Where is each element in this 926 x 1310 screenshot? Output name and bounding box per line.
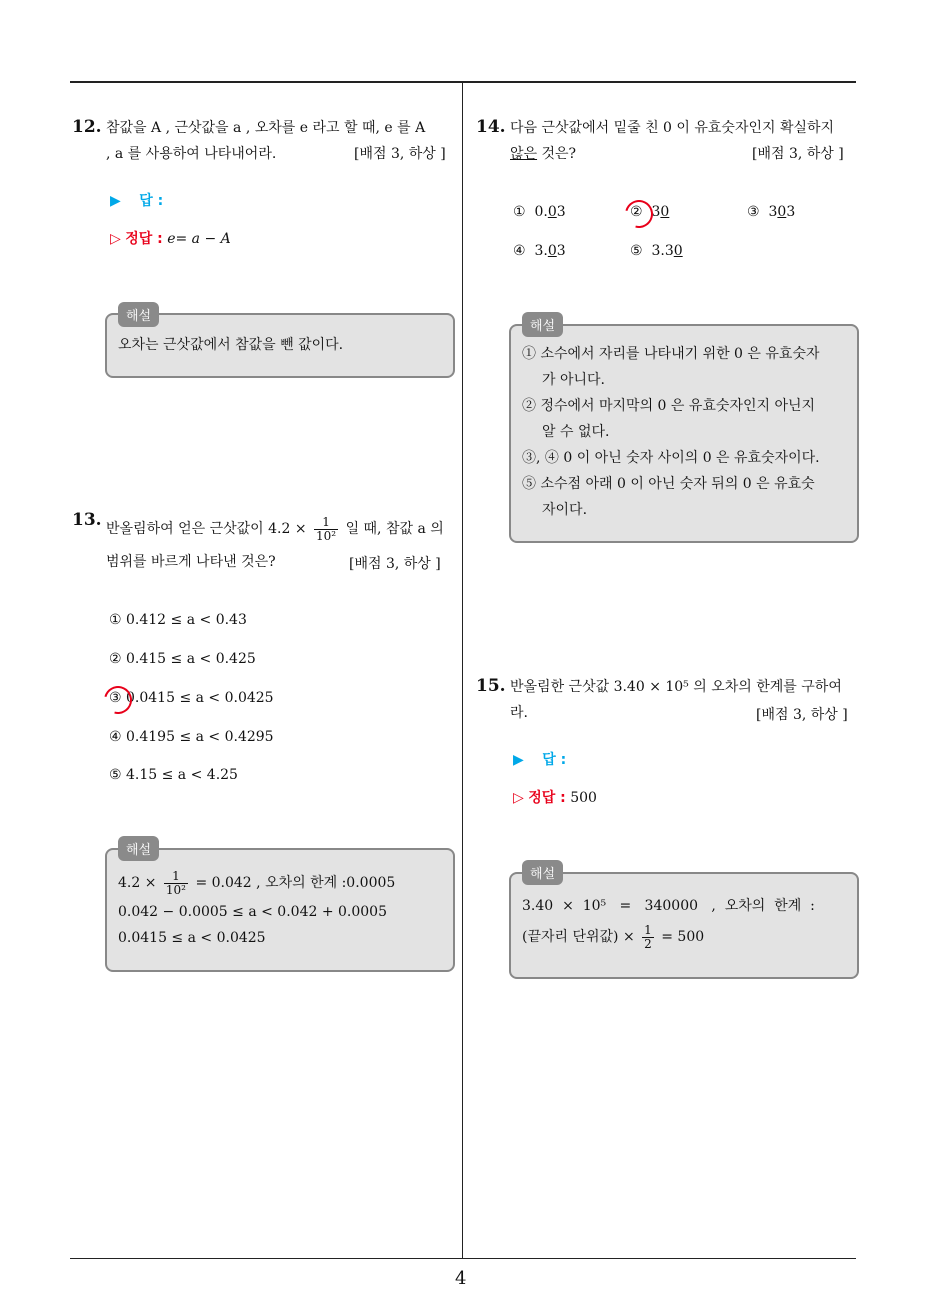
q14-exp-line-5: ③, ④ 0 이 아닌 숫자 사이의 0 은 유효숫자이다. <box>522 450 820 466</box>
q14-choice-5-pre: 3.3 <box>651 243 674 259</box>
q13-exp-line2: 0.042 − 0.0005 ≤ a < 0.042 + 0.0005 <box>118 904 388 920</box>
q13-fraction <box>314 516 338 543</box>
q14-exp-line-6: ⑤ 소수점 아래 0 이 아닌 숫자 뒤의 0 은 유효숫 <box>522 476 815 492</box>
q13-frac-num: 1 <box>314 516 338 530</box>
q13-explanation-tag: 해설 <box>118 836 159 861</box>
q13-line1 <box>106 512 444 546</box>
q14-selected-circle-icon <box>620 195 661 233</box>
q14-choice-4-post: 3 <box>556 243 566 259</box>
q13-exp-line1 <box>118 866 395 900</box>
q14-choice-1-u: 0 <box>547 204 557 220</box>
q13-choice-5[interactable]: ⑤ 4.15 ≤ a < 4.25 <box>109 767 238 783</box>
q14-choice-1-post: 3 <box>556 204 566 220</box>
q15-exp-frac-den: 2 <box>644 936 652 951</box>
q14-choice-1[interactable] <box>513 204 566 220</box>
q14-exp-line-3: ② 정수에서 마지막의 0 은 유효숫자인지 아닌지 <box>522 398 816 414</box>
q13-line1-pre: 반올림하여 얻은 근삿값이 4.2 × <box>106 521 307 537</box>
q14-explanation-tag: 해설 <box>522 312 563 337</box>
q14-choice-3-pre: 3 <box>768 204 778 220</box>
q14-exp-line-2: 가 아니다. <box>542 372 605 388</box>
answer-label: 답 : <box>542 752 567 768</box>
q15-exp-line1: 3.40 × 10⁵ = 340000 , 오차의 한계 : <box>522 898 815 914</box>
correct-label: 정답 : <box>528 790 566 806</box>
q14-choice-4-u: 0 <box>547 243 557 259</box>
q13-line1-post: 일 때, 참값 a 의 <box>345 521 444 537</box>
q12-correct-answer: e= a − A <box>167 231 231 247</box>
q14-line2-rest: 것은? <box>537 146 577 162</box>
q15-answer-row <box>513 749 566 769</box>
q13-exp-frac-den: 10² <box>165 882 186 897</box>
q15-line2: 라. <box>510 705 528 721</box>
q13-number: 13. <box>72 510 102 530</box>
correct-label: 정답 : <box>125 231 163 247</box>
q13-score: [배점 3, 하상 ] <box>349 556 441 572</box>
q12-score: [배점 3, 하상 ] <box>354 146 446 162</box>
q14-explanation-text <box>522 341 848 523</box>
q14-exp-line-7: 자이다. <box>542 502 588 518</box>
q15-exp-line2 <box>522 920 704 954</box>
q15-score: [배점 3, 하상 ] <box>756 707 848 723</box>
q14-line1: 다음 근삿값에서 밑줄 친 0 이 유효숫자인지 확실하지 <box>510 120 835 136</box>
q14-exp-line-1: ① 소수에서 자리를 나타내기 위한 0 은 유효숫자 <box>522 346 820 362</box>
q13-exp-fraction <box>164 870 188 897</box>
q14-exp-line-4: 알 수 없다. <box>542 424 610 440</box>
q13-exp-line3: 0.0415 ≤ a < 0.0425 <box>118 930 266 946</box>
q14-choice-2-mark: ② <box>630 204 643 220</box>
q14-score: [배점 3, 하상 ] <box>752 146 844 162</box>
q13-choice-2[interactable]: ② 0.415 ≤ a < 0.425 <box>109 651 256 667</box>
q14-choice-3-mark: ③ <box>747 204 760 220</box>
correct-arrow-icon: ▷ <box>513 790 524 806</box>
q14-line2-underlined: 않은 <box>510 146 538 162</box>
q12-line1: 참값을 A , 근삿값을 a , 오차를 e 라고 할 때, e 를 A <box>106 120 426 136</box>
q15-exp-line2-post: = 500 <box>661 929 705 945</box>
q14-choice-5[interactable] <box>630 243 683 259</box>
q15-exp-line2-pre: (끝자리 단위값) × <box>522 929 635 945</box>
q14-choice-3[interactable] <box>747 204 795 220</box>
q13-frac-den: 10² <box>316 528 337 543</box>
q13-exp-line1-pre: 4.2 × <box>118 875 157 891</box>
q14-choice-3-post: 3 <box>786 204 796 220</box>
column-divider <box>462 83 463 1259</box>
q14-choice-5-mark: ⑤ <box>630 243 643 259</box>
q15-number: 15. <box>476 676 506 696</box>
q14-choice-2-u: 0 <box>660 204 670 220</box>
q13-choice-1[interactable]: ① 0.412 ≤ a < 0.43 <box>109 612 247 628</box>
q13-choice-4[interactable]: ④ 0.4195 ≤ a < 0.4295 <box>109 729 274 745</box>
q15-exp-frac-num: 1 <box>644 922 652 937</box>
page-number: 4 <box>455 1268 467 1289</box>
top-rule <box>70 81 856 83</box>
q14-choice-2-pre: 3 <box>651 204 661 220</box>
q14-choice-3-u: 0 <box>777 204 787 220</box>
answer-arrow-icon: ▶ <box>513 752 524 768</box>
q14-choice-5-u: 0 <box>673 243 683 259</box>
q14-line2 <box>510 141 576 167</box>
answer-label: 답 : <box>139 193 164 209</box>
bottom-rule <box>70 1258 856 1259</box>
q12-correct-row <box>110 228 231 248</box>
answer-arrow-icon: ▶ <box>110 193 121 209</box>
q13-exp-frac-num: 1 <box>164 870 188 884</box>
q12-explanation-text: 오차는 근삿값에서 참값을 뺀 값이다. <box>118 337 344 353</box>
q14-choice-1-pre: 0. <box>534 204 548 220</box>
q13-choice-3[interactable]: ③ 0.0415 ≤ a < 0.0425 <box>109 690 274 706</box>
q14-number: 14. <box>476 117 506 137</box>
q14-choice-4-mark: ④ <box>513 243 526 259</box>
q15-line1: 반올림한 근삿값 3.40 × 10⁵ 의 오차의 한계를 구하여 <box>510 679 842 695</box>
q14-choice-4-pre: 3. <box>534 243 548 259</box>
q13-selected-circle-icon <box>99 681 137 719</box>
q13-line2: 범위를 바르게 나타낸 것은? <box>106 554 276 570</box>
q15-correct-row <box>513 787 597 807</box>
q15-explanation-tag: 해설 <box>522 860 563 885</box>
q12-number: 12. <box>72 117 102 137</box>
q12-line2: , a 를 사용하여 나타내어라. <box>106 146 277 162</box>
q12-explanation-tag: 해설 <box>118 302 159 327</box>
q15-exp-fraction <box>642 924 654 951</box>
q13-exp-line1-post: = 0.042 , 오차의 한계 :0.0005 <box>195 875 396 891</box>
q12-answer-row <box>110 190 163 210</box>
q14-choice-1-mark: ① <box>513 204 526 220</box>
correct-arrow-icon: ▷ <box>110 231 121 247</box>
q14-choice-4[interactable] <box>513 243 566 259</box>
q15-correct-answer: 500 <box>570 790 597 806</box>
